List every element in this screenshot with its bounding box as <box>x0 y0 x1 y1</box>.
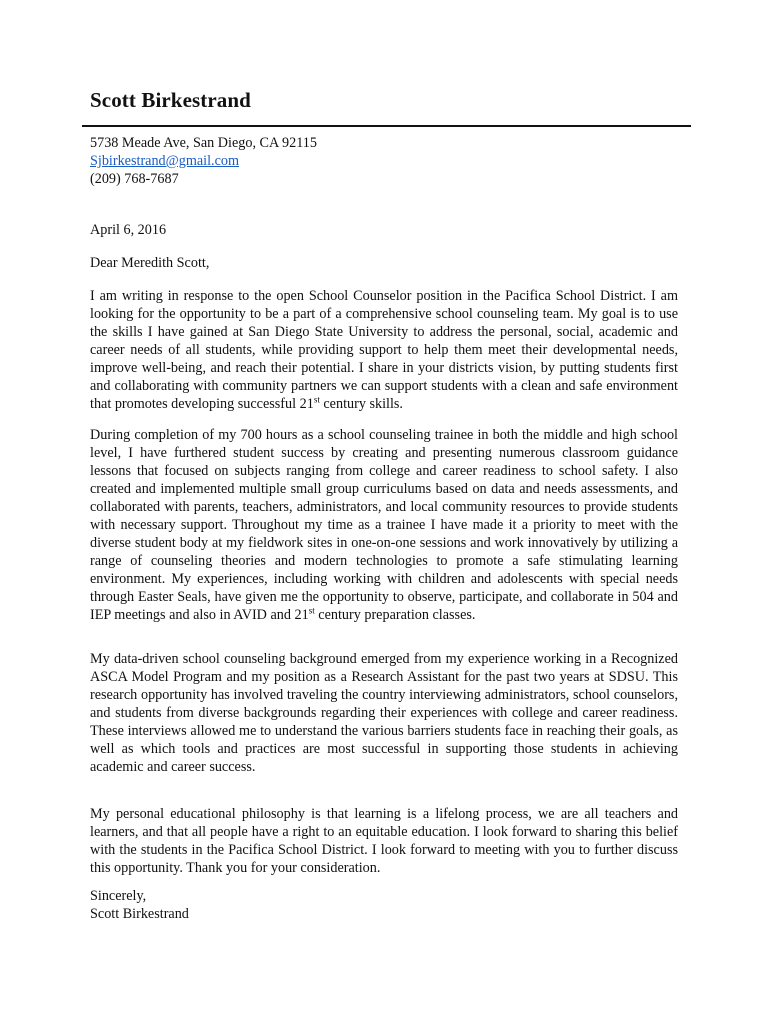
paragraph-experience-text: During completion of my 700 hours as a school counseling trainee in both the middle and high school level, I have furthered student success by creating and presenting numerous classroom guidance lessons that focused on subjects ranging from college and career readiness to school safety. I also created and implemented multiple small group curriculums based on data and needs assessments, and collaborated with parents, teachers, administrators, and local community resources to provide students with necessary support. Throughout my time as a trainee I have made it a priority to meet with the diverse student body at my fieldwork sites in one-on-one sessions and work innovatively by utilizing a range of counseling theories and modern technologies to promote a safe stimulating learning environment. My experiences, including working with children and adolescents with special needs through Easter Seals, have given me the opportunity to observe, participate, and collaborate in 504 and IEP meetings and also in AVID and 21 <box>90 427 678 623</box>
ordinal-suffix: st <box>313 394 320 405</box>
signature-name: Scott Birkestrand <box>90 906 189 922</box>
sender-address: 5738 Meade Ave, San Diego, CA 92115 <box>90 135 317 151</box>
paragraph-intro-text: I am writing in response to the open School Counselor position in the Pacifica School District. I am looking for the opportunity to be a part of a comprehensive school counseling team. My goal is to use the skills I have gained at San Diego State University to address the personal, social, academic and career needs of all students, while providing support to help them meet their developmental needs, improve well-being, and reach their potential. I share in your districts vision, by putting students first and collaborating with community partners we can support students with a clean and safe environment that promotes developing successful 21 <box>90 288 678 412</box>
paragraph-experience <box>90 426 678 624</box>
closing: Sincerely, <box>90 888 147 904</box>
header-divider <box>82 125 691 127</box>
contact-block <box>90 134 317 188</box>
letter-date: April 6, 2016 <box>90 222 167 238</box>
paragraph-philosophy: My personal educational philosophy is that learning is a lifelong process, we are all teachers and learners, and that all people have a right to an equitable education. I look forward to sharing this belief with the students in the Pacifica School District. I look forward to meeting with you to further discuss this opportunity. Thank you for your consideration. <box>90 806 678 876</box>
sender-phone: (209) 768-7687 <box>90 171 179 187</box>
salutation: Dear Meredith Scott, <box>90 255 210 271</box>
sender-email-link[interactable]: Sjbirkestrand@gmail.com <box>90 153 240 169</box>
sender-name: Scott Birkestrand <box>90 88 251 112</box>
paragraph-research: My data-driven school counseling background emerged from my experience working in a Recognized ASCA Model Program and my position as a Research Assistant for the past two years at SDSU. This research opportunity has involved traveling the country interviewing administrators, school counselors, and students from diverse backgrounds regarding their experiences with college and career readiness. These interviews allowed me to understand the various barriers students face in reaching their goals, as well as which tools and practices are most successful in supporting those students in achieving academic and career success. <box>90 651 678 775</box>
paragraph-intro <box>90 287 678 413</box>
paragraph-experience-end: century preparation classes. <box>314 607 476 623</box>
ordinal-suffix: st <box>308 605 315 616</box>
paragraph-intro-end: century skills. <box>319 396 403 412</box>
